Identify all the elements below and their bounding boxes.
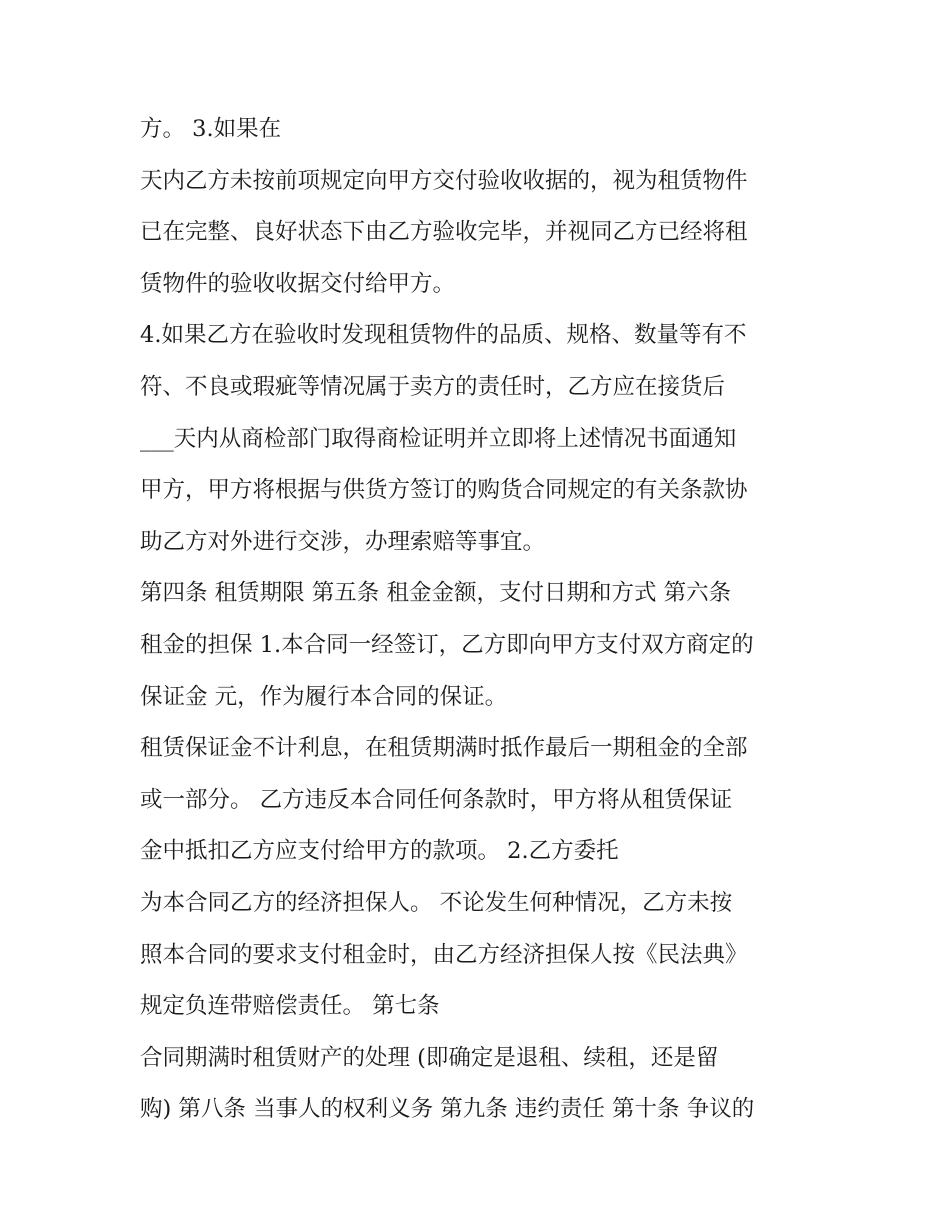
text-line: 天内乙方未按前项规定向甲方交付验收收据的，视为租赁物件 (140, 167, 748, 194)
text-line: 赁物件的验收收据交付给甲方。 (140, 270, 456, 297)
text-line: 已在完整、良好状态下由乙方验收完毕，并视同乙方已经将租 (140, 219, 748, 246)
text-line: 为本合同乙方的经济担保人。 不论发生何种情况，乙方未按 (140, 889, 733, 916)
text-line: 规定负连带赔偿责任。 第七条 (140, 993, 440, 1020)
text-line: 购) 第八条 当事人的权利义务 第九条 违约责任 第十条 争议的 (140, 1096, 755, 1123)
text-line: 第四条 租赁期限 第五条 租金金额，支付日期和方式 第六条 (140, 580, 732, 607)
text-line: 合同期满时租赁财产的处理 (即确定是退租、续租，还是留 (140, 1044, 719, 1071)
text-line: 方。 3.如果在 (140, 116, 282, 142)
text-line: 照本合同的要求支付租金时，由乙方经济担保人按《民法典》 (140, 941, 748, 968)
text-line: 租赁保证金不计利息，在租赁期满时抵作最后一期租金的全部 (140, 735, 748, 762)
text-line: 甲方，甲方将根据与供货方签订的购货合同规定的有关条款协 (140, 477, 748, 504)
text-line: ___天内从商检部门取得商检证明并立即将上述情况书面通知 (140, 425, 737, 452)
text-line: 助乙方对外进行交涉，办理索赔等事宜。 (140, 528, 546, 555)
text-line: 符、不良或瑕疵等情况属于卖方的责任时，乙方应在接货后 (140, 373, 726, 400)
text-line: 4.如果乙方在验收时发现租赁物件的品质、规格、数量等有不 (140, 322, 747, 349)
text-line: 金中抵扣乙方应支付给甲方的款项。 2.乙方委托 (140, 838, 619, 865)
text-line: 保证金 元，作为履行本合同的保证。 (140, 683, 508, 710)
text-line: 或一部分。 乙方违反本合同任何条款时，甲方将从租赁保证 (140, 786, 733, 813)
contract-text (140, 104, 820, 1136)
text-line: 租金的担保 1.本合同一经签订，乙方即向甲方支付双方商定的 (140, 631, 754, 658)
